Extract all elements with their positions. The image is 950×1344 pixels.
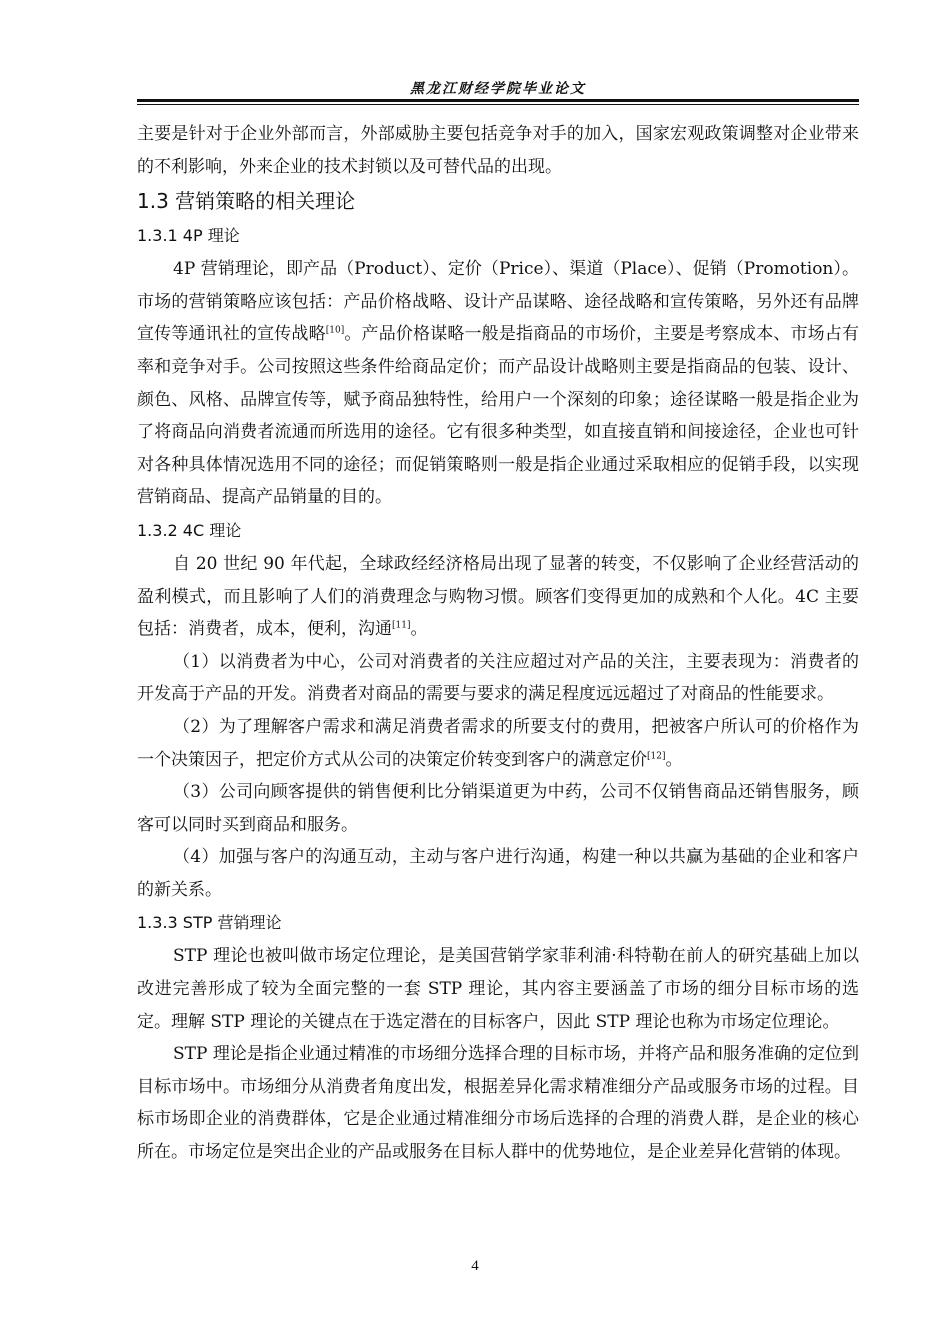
page-number: 4 <box>471 1258 479 1274</box>
section-heading-1-3-3: 1.3.3 STP 营销理论 <box>137 913 282 933</box>
list-item-3: （3）公司向顾客提供的销售便利比分销渠道更为中药，公司不仅销售商品还销售服务，顾客可以同时买到商品和服务。 <box>137 782 859 835</box>
citation-10: [10] <box>325 325 345 336</box>
citation-12: [12] <box>647 750 666 761</box>
paragraph-4p-text-a: 4P 营销理论，即产品（Product）、定价（Price）、渠道（Place）、促销（Promotion）。市场的营销策略应该包括：产品价格战略、设计产品谋略、途径战略和宣传策略，另外还有品牌宣传等通讯社的宣传战略 <box>137 259 859 345</box>
citation-11: [11] <box>392 620 411 631</box>
page-header: 黑龙江财经学院毕业论文 <box>410 81 586 97</box>
list-item-2-end: 。 <box>665 749 683 770</box>
paragraph-4c-end: 。 <box>410 619 428 640</box>
paragraph-stp-1: STP 理论也被叫做市场定位理论，是美国营销学家菲利浦·科特勒在前人的研究基础上加以改进完善形成了较为全面完整的一套 STP 理论，其内容主要涵盖了市场的细分目标市场的选定。理解 STP 理论的关键点在于选定潜在的目标客户，因此 STP 理论也称为市场定位理论。 <box>137 946 859 1032</box>
paragraph-4c <box>137 548 859 646</box>
list-item-1: （1）以消费者为中心，公司对消费者的关注应超过对产品的关注，主要表现为：消费者的开发高于产品的开发。消费者对商品的需要与要求的满足程度远远超过了对商品的性能要求。 <box>137 651 859 705</box>
list-item-4: （4）加强与客户的沟通互动，主动与客户进行沟通，构建一种以共赢为基础的企业和客户的新关系。 <box>137 847 859 900</box>
paragraph-4c-text: 自 20 世纪 90 年代起，全球政经经济格局出现了显著的转变，不仅影响了企业经营活动的盈利模式，而且影响了人们的消费理念与购物习惯。顾客们变得更加的成熟和个人化。4C 主要包括：消费者，成本，便利，沟通 <box>137 553 859 640</box>
paragraph-4p <box>137 253 859 514</box>
section-heading-1-3: 1.3 营销策略的相关理论 <box>137 189 356 214</box>
header-rule-thin <box>137 104 859 105</box>
paragraph-4p-text-b: 。产品价格谋略一般是指商品的市场价，主要是考察成本、市场占有率和竞争对手。公司按照这些条件给商品定价；而产品设计战略则主要是指商品的包装、设计、颜色、风格、品牌宣传等，赋予商品独特性，给用户一个深刻的印象；途径谋略一般是指企业为了将商品向消费者流通而所选用的途径。它有很多种类型，如直接直销和间接途径，企业也可针对各种具体情况选用不同的途径；而促销策略则一般是指企业通过采取相应的促销手段，以实现营销商品、提高产品销量的目的。 <box>137 324 860 508</box>
list-item-2-text: （2）为了理解客户需求和满足消费者需求的所要支付的费用，把被客户所认可的价格作为一个决策因子，把定价方式从公司的决策定价转变到客户的满意定价 <box>137 716 859 770</box>
header-rule-thick <box>137 99 859 102</box>
section-heading-1-3-2: 1.3.2 4C 理论 <box>137 520 242 540</box>
intro-paragraph: 主要是针对于企业外部而言，外部威胁主要包括竞争对手的加入，国家宏观政策调整对企业带来的不利影响，外来企业的技术封锁以及可替代品的出现。 <box>137 124 859 177</box>
list-item-2 <box>137 711 859 776</box>
document-body <box>137 118 859 1169</box>
paragraph-stp-2: STP 理论是指企业通过精准的市场细分选择合理的目标市场，并将产品和服务准确的定位到目标市场中。市场细分从消费者角度出发，根据差异化需求精准细分产品或服务市场的过程。目标市场即企业的消费群体，它是企业通过精准细分市场后选择的合理的消费人群，是企业的核心所在。市场定位是突出企业的产品或服务在目标人群中的优势地位，是企业差异化营销的体现。 <box>137 1044 859 1163</box>
section-heading-1-3-1: 1.3.1 4P 理论 <box>137 226 240 246</box>
